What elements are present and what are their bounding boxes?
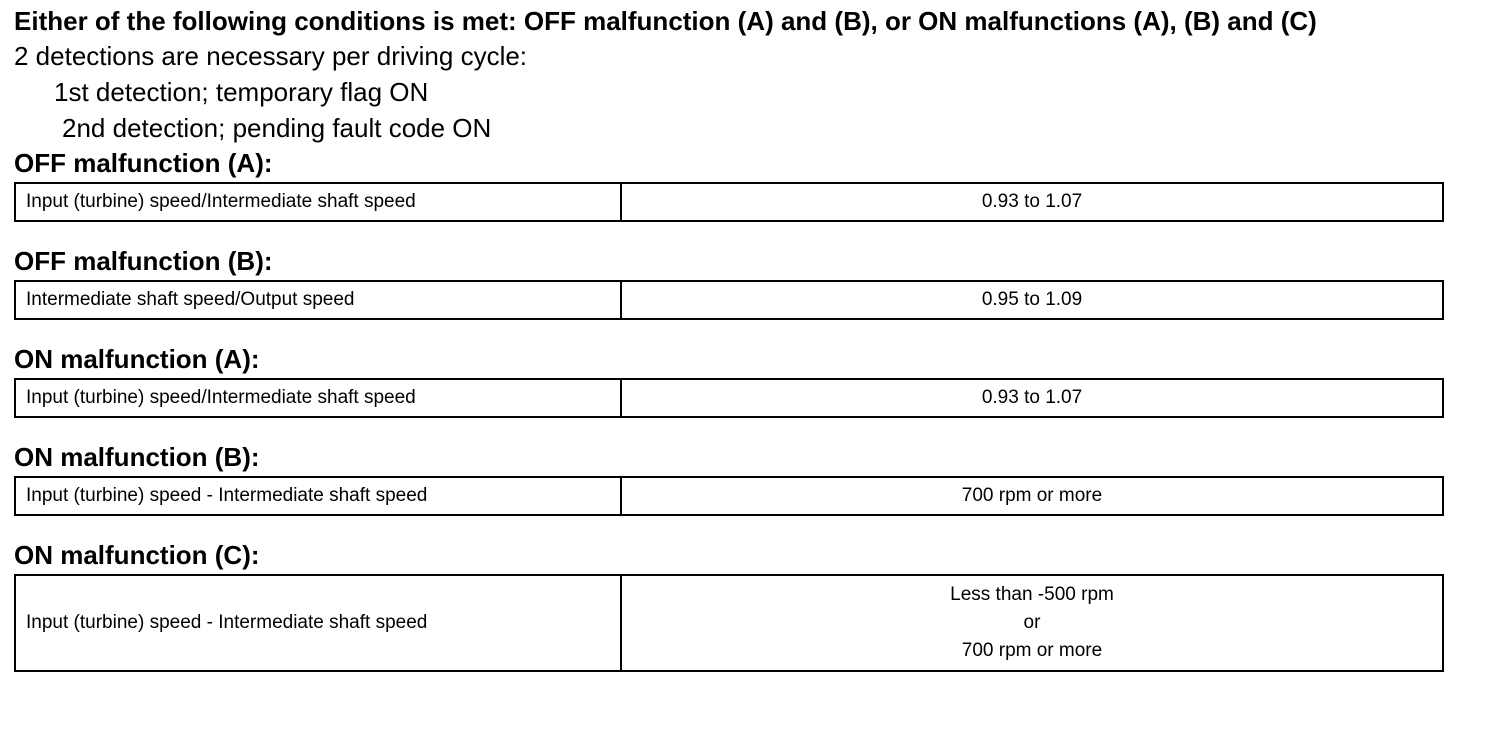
parameter-cell: Input (turbine) speed/Intermediate shaft speed [15,379,621,417]
condition-table-on-malfunction-a [14,378,1444,418]
value-cell: 0.93 to 1.07 [621,183,1443,221]
value-cell [621,575,1443,671]
section-title-on-malfunction-b: ON malfunction (B): [14,442,260,472]
section-title-off-malfunction-a: OFF malfunction (A): [14,148,273,178]
document-body [14,0,1444,672]
value-line-lower-bound: Less than -500 rpm [950,584,1114,605]
table-row [15,183,1443,221]
value-cell: 0.93 to 1.07 [621,379,1443,417]
section-title-on-malfunction-c: ON malfunction (C): [14,540,260,570]
condition-table-on-malfunction-c [14,574,1444,672]
parameter-cell: Intermediate shaft speed/Output speed [15,281,621,319]
condition-table-off-malfunction-b [14,280,1444,320]
value-cell: 700 rpm or more [621,477,1443,515]
second-detection-note: 2nd detection; pending fault code ON [62,113,492,143]
parameter-cell: Input (turbine) speed - Intermediate shaft speed [15,477,621,515]
section-title-off-malfunction-b: OFF malfunction (B): [14,246,273,276]
value-line-or: or [1023,612,1041,633]
table-row [15,575,1443,671]
table-row [15,281,1443,319]
conditions-heading: Either of the following conditions is met: OFF malfunction (A) and (B), or ON malfunctions (A), (B) and (C) [14,6,1317,36]
value-cell: 0.95 to 1.09 [621,281,1443,319]
parameter-cell: Input (turbine) speed - Intermediate shaft speed [15,575,621,671]
condition-table-on-malfunction-b [14,476,1444,516]
detections-note: 2 detections are necessary per driving cycle: [14,41,528,71]
condition-table-off-malfunction-a [14,182,1444,222]
section-title-on-malfunction-a: ON malfunction (A): [14,344,260,374]
value-line-upper-bound: 700 rpm or more [961,640,1103,661]
first-detection-note: 1st detection; temporary flag ON [54,77,429,107]
table-row [15,379,1443,417]
table-row [15,477,1443,515]
parameter-cell: Input (turbine) speed/Intermediate shaft speed [15,183,621,221]
